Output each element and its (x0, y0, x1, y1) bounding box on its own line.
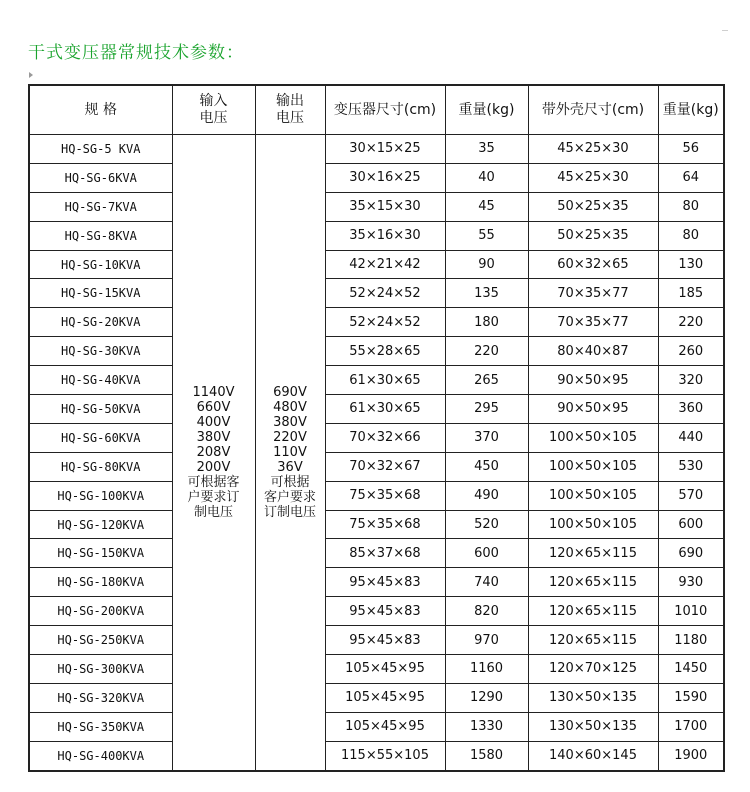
cell-weight: 180 (445, 308, 528, 337)
cell-weight: 265 (445, 366, 528, 395)
cell-shell-size: 90×50×95 (528, 395, 658, 424)
cell-transformer-size: 42×21×42 (325, 250, 445, 279)
cell-shell-weight: 1010 (658, 597, 724, 626)
input-voltage-line: 400V (196, 415, 231, 430)
cell-shell-size: 130×50×135 (528, 712, 658, 741)
cell-transformer-size: 35×15×30 (325, 192, 445, 221)
input-voltage-line: 1140V (192, 385, 235, 400)
output-voltage-line: 36V (277, 460, 303, 475)
cell-weight: 220 (445, 337, 528, 366)
header-weight: 重量(kg) (445, 85, 528, 135)
output-voltage-line: 380V (273, 415, 307, 430)
table-row (29, 597, 724, 626)
cell-transformer-size: 52×24×52 (325, 308, 445, 337)
table-row (29, 308, 724, 337)
header-output-voltage-line1: 输出 (276, 93, 304, 109)
cell-weight: 490 (445, 481, 528, 510)
table-row (29, 539, 724, 568)
cell-model: HQ-SG-250KVA (29, 626, 172, 655)
cell-shell-weight: 530 (658, 452, 724, 481)
decorative-dash (722, 30, 728, 31)
page-title: 干式变压器常规技术参数： (28, 43, 244, 63)
cell-shell-weight: 64 (658, 163, 724, 192)
cell-transformer-size: 61×30×65 (325, 366, 445, 395)
bullet-marker-icon (29, 72, 33, 78)
cell-shell-weight: 185 (658, 279, 724, 308)
cell-transformer-size: 105×45×95 (325, 683, 445, 712)
output-voltage-line: 订制电压 (263, 505, 316, 520)
cell-shell-size: 90×50×95 (528, 366, 658, 395)
cell-model: HQ-SG-100KVA (29, 481, 172, 510)
cell-weight: 520 (445, 510, 528, 539)
table-row (29, 221, 724, 250)
cell-shell-size: 120×65×115 (528, 568, 658, 597)
cell-shell-size: 120×65×115 (528, 626, 658, 655)
input-voltage-line: 户要求订 (187, 490, 240, 505)
cell-weight: 970 (445, 626, 528, 655)
cell-shell-weight: 320 (658, 366, 724, 395)
cell-shell-weight: 130 (658, 250, 724, 279)
cell-transformer-size: 75×35×68 (325, 481, 445, 510)
cell-weight: 135 (445, 279, 528, 308)
table-row (29, 655, 724, 684)
cell-weight: 40 (445, 163, 528, 192)
cell-shell-weight: 930 (658, 568, 724, 597)
cell-weight: 1160 (445, 655, 528, 684)
cell-shell-size: 80×40×87 (528, 337, 658, 366)
cell-model: HQ-SG-20KVA (29, 308, 172, 337)
cell-transformer-size: 61×30×65 (325, 395, 445, 424)
table-row (29, 250, 724, 279)
cell-shell-weight: 1450 (658, 655, 724, 684)
cell-shell-size: 45×25×30 (528, 135, 658, 164)
output-voltage-line: 480V (273, 400, 307, 415)
cell-shell-size: 50×25×35 (528, 221, 658, 250)
cell-shell-weight: 360 (658, 395, 724, 424)
output-voltage-line: 客户要求 (263, 490, 316, 505)
output-voltage-line: 690V (273, 385, 307, 400)
cell-transformer-size: 95×45×83 (325, 626, 445, 655)
input-voltage-line: 380V (196, 430, 231, 445)
cell-model: HQ-SG-120KVA (29, 510, 172, 539)
cell-shell-weight: 80 (658, 192, 724, 221)
cell-model: HQ-SG-80KVA (29, 452, 172, 481)
cell-model: HQ-SG-7KVA (29, 192, 172, 221)
cell-shell-weight: 600 (658, 510, 724, 539)
cell-transformer-size: 70×32×66 (325, 423, 445, 452)
cell-weight: 740 (445, 568, 528, 597)
cell-shell-weight: 1700 (658, 712, 724, 741)
cell-shell-size: 100×50×105 (528, 423, 658, 452)
cell-shell-size: 100×50×105 (528, 510, 658, 539)
cell-model: HQ-SG-15KVA (29, 279, 172, 308)
cell-shell-weight: 220 (658, 308, 724, 337)
table-row (29, 626, 724, 655)
cell-weight: 1580 (445, 741, 528, 771)
cell-shell-size: 70×35×77 (528, 279, 658, 308)
header-input-voltage-line2: 电压 (199, 110, 228, 126)
cell-input-voltage (172, 135, 255, 772)
cell-shell-weight: 1180 (658, 626, 724, 655)
header-input-voltage-line1: 输入 (199, 93, 228, 109)
cell-shell-size: 120×65×115 (528, 539, 658, 568)
spec-table (28, 84, 725, 772)
cell-transformer-size: 30×15×25 (325, 135, 445, 164)
cell-shell-weight: 56 (658, 135, 724, 164)
table-row (29, 510, 724, 539)
cell-shell-size: 100×50×105 (528, 452, 658, 481)
cell-shell-size: 140×60×145 (528, 741, 658, 771)
cell-model: HQ-SG-60KVA (29, 423, 172, 452)
cell-weight: 55 (445, 221, 528, 250)
cell-model: HQ-SG-6KVA (29, 163, 172, 192)
table-row (29, 481, 724, 510)
cell-model: HQ-SG-8KVA (29, 221, 172, 250)
cell-transformer-size: 85×37×68 (325, 539, 445, 568)
cell-transformer-size: 115×55×105 (325, 741, 445, 771)
cell-weight: 35 (445, 135, 528, 164)
cell-transformer-size: 95×45×83 (325, 568, 445, 597)
cell-shell-size: 50×25×35 (528, 192, 658, 221)
cell-shell-size: 120×70×125 (528, 655, 658, 684)
cell-shell-weight: 80 (658, 221, 724, 250)
input-voltage-line: 200V (196, 460, 231, 475)
table-row (29, 337, 724, 366)
cell-model: HQ-SG-5 KVA (29, 135, 172, 164)
cell-transformer-size: 105×45×95 (325, 655, 445, 684)
cell-weight: 820 (445, 597, 528, 626)
cell-model: HQ-SG-50KVA (29, 395, 172, 424)
cell-weight: 45 (445, 192, 528, 221)
cell-output-voltage (255, 135, 325, 772)
header-transformer-size: 变压器尺寸(cm) (325, 85, 445, 135)
cell-weight: 370 (445, 423, 528, 452)
input-voltage-line: 660V (196, 400, 231, 415)
input-voltage-line: 208V (196, 445, 231, 460)
cell-weight: 600 (445, 539, 528, 568)
input-voltage-line: 可根据客 (187, 475, 240, 490)
cell-model: HQ-SG-320KVA (29, 683, 172, 712)
cell-model: HQ-SG-150KVA (29, 539, 172, 568)
header-model: 规 格 (29, 85, 172, 135)
cell-transformer-size: 70×32×67 (325, 452, 445, 481)
input-voltage-line: 制电压 (193, 505, 233, 520)
cell-transformer-size: 52×24×52 (325, 279, 445, 308)
table-row (29, 192, 724, 221)
cell-transformer-size: 105×45×95 (325, 712, 445, 741)
table-row (29, 568, 724, 597)
header-output-voltage (255, 85, 325, 135)
header-shell-size: 带外壳尺寸(cm) (528, 85, 658, 135)
cell-weight: 90 (445, 250, 528, 279)
cell-shell-weight: 440 (658, 423, 724, 452)
table-row (29, 712, 724, 741)
cell-weight: 1330 (445, 712, 528, 741)
cell-model: HQ-SG-40KVA (29, 366, 172, 395)
cell-weight: 1290 (445, 683, 528, 712)
cell-model: HQ-SG-200KVA (29, 597, 172, 626)
cell-model: HQ-SG-400KVA (29, 741, 172, 771)
table-row (29, 683, 724, 712)
cell-shell-size: 130×50×135 (528, 683, 658, 712)
cell-model: HQ-SG-350KVA (29, 712, 172, 741)
cell-transformer-size: 35×16×30 (325, 221, 445, 250)
cell-transformer-size: 55×28×65 (325, 337, 445, 366)
cell-shell-weight: 690 (658, 539, 724, 568)
header-output-voltage-line2: 电压 (276, 110, 304, 126)
cell-shell-size: 100×50×105 (528, 481, 658, 510)
cell-shell-size: 70×35×77 (528, 308, 658, 337)
cell-shell-size: 45×25×30 (528, 163, 658, 192)
output-voltage-line: 可根据 (270, 475, 310, 490)
cell-shell-size: 120×65×115 (528, 597, 658, 626)
cell-model: HQ-SG-10KVA (29, 250, 172, 279)
output-voltage-line: 220V (273, 430, 307, 445)
table-row (29, 423, 724, 452)
table-row (29, 741, 724, 771)
output-voltage-line: 110V (273, 445, 307, 460)
cell-shell-weight: 1900 (658, 741, 724, 771)
cell-transformer-size: 75×35×68 (325, 510, 445, 539)
table-row (29, 135, 724, 164)
header-row (29, 85, 724, 135)
table-row (29, 163, 724, 192)
cell-weight: 295 (445, 395, 528, 424)
cell-transformer-size: 30×16×25 (325, 163, 445, 192)
header-input-voltage (172, 85, 255, 135)
header-shell-weight: 重量(kg) (658, 85, 724, 135)
cell-shell-weight: 570 (658, 481, 724, 510)
cell-model: HQ-SG-300KVA (29, 655, 172, 684)
cell-shell-weight: 260 (658, 337, 724, 366)
cell-shell-size: 60×32×65 (528, 250, 658, 279)
cell-weight: 450 (445, 452, 528, 481)
cell-model: HQ-SG-30KVA (29, 337, 172, 366)
cell-shell-weight: 1590 (658, 683, 724, 712)
table-row (29, 366, 724, 395)
cell-model: HQ-SG-180KVA (29, 568, 172, 597)
cell-transformer-size: 95×45×83 (325, 597, 445, 626)
table-row (29, 452, 724, 481)
table-row (29, 395, 724, 424)
table-row (29, 279, 724, 308)
